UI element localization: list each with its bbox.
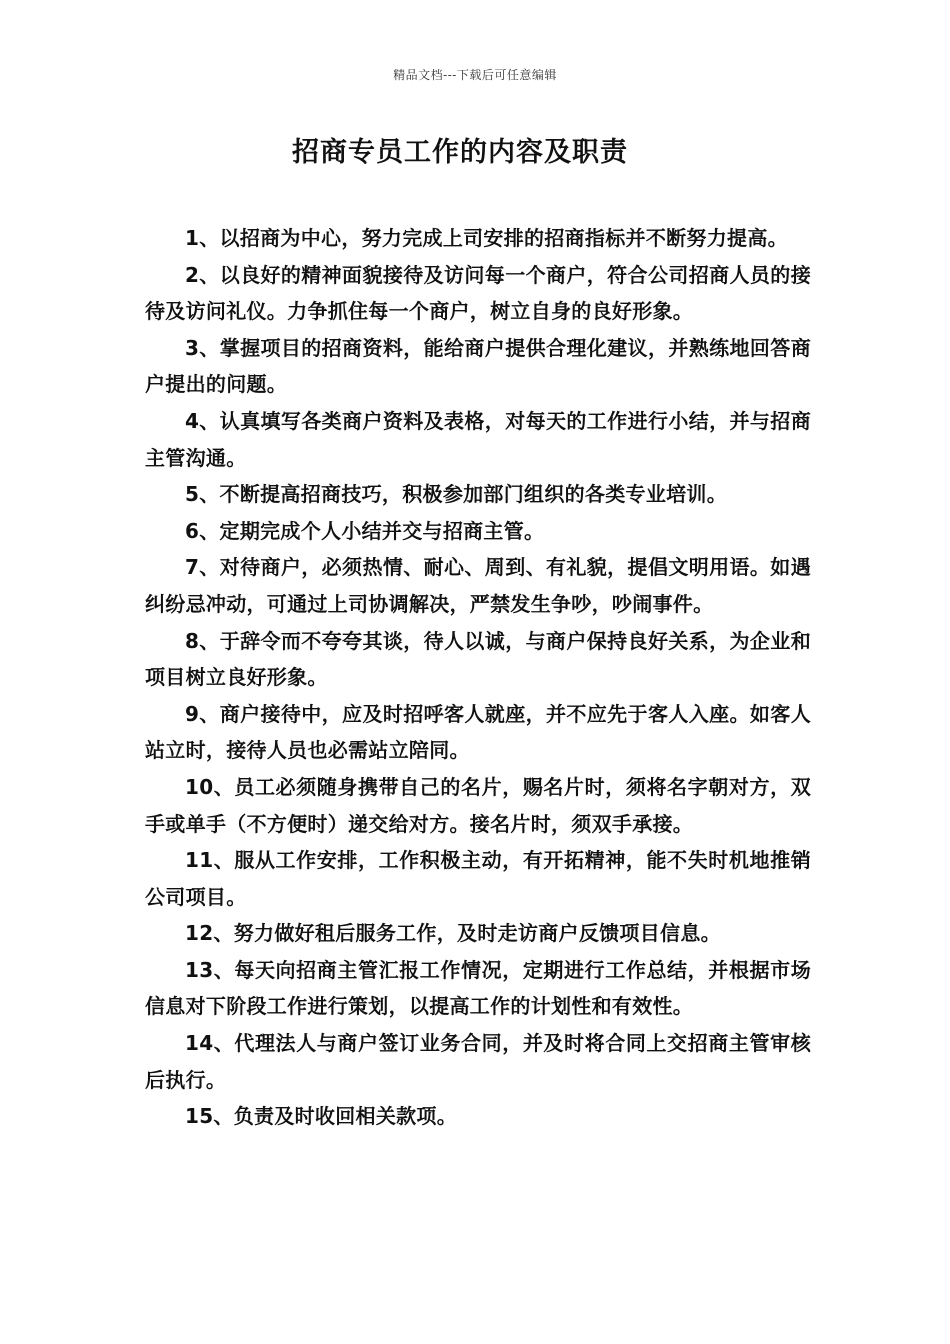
duty-item-6: 6、定期完成个人小结并交与招商主管。 xyxy=(185,518,545,543)
duty-item-9: 9、商户接待中，应及时招呼客人就座，并不应先于客人入座。如客人站立时，接待人员也必需站立陪同。 xyxy=(145,701,811,763)
duty-item-12: 12、努力做好租后服务工作，及时走访商户反馈项目信息。 xyxy=(185,921,721,946)
duty-item-7: 7、对待商户，必须热情、耐心、周到、有礼貌，提倡文明用语。如遇纠纷忌冲动，可通过上司协调解决，严禁发生争吵，吵闹事件。 xyxy=(145,555,811,616)
duty-item-11: 11、服从工作安排，工作积极主动，有开拓精神，能不失时机地推销公司项目。 xyxy=(145,848,811,909)
document-body xyxy=(145,220,811,1135)
duty-item-10: 10、员工必须随身携带自己的名片，赐名片时，须将名字朝对方，双手或单手（不方便时）递交给对方。接名片时，须双手承接。 xyxy=(145,774,811,836)
document-title: 招商专员工作的内容及职责 xyxy=(292,137,628,168)
duty-item-4: 4、认真填写各类商户资料及表格，对每天的工作进行小结，并与招商主管沟通。 xyxy=(145,408,811,470)
duty-item-1: 1、以招商为中心，努力完成上司安排的招商指标并不断努力提高。 xyxy=(185,226,788,250)
duty-item-14: 14、代理法人与商户签订业务合同，并及时将合同上交招商主管审核后执行。 xyxy=(145,1031,811,1092)
duty-item-3: 3、掌握项目的招商资料，能给商户提供合理化建议，并熟练地回答商户提出的问题。 xyxy=(145,335,811,397)
header-note: 精品文档---下载后可任意编辑 xyxy=(393,68,557,82)
duty-item-15: 15、负责及时收回相关款项。 xyxy=(185,1104,458,1129)
duty-item-2: 2、以良好的精神面貌接待及访问每一个商户，符合公司招商人员的接待及访问礼仪。力争抓住每一个商户，树立自身的良好形象。 xyxy=(145,262,811,324)
duty-item-5: 5、不断提高招商技巧，积极参加部门组织的各类专业培训。 xyxy=(185,482,728,507)
duty-item-13: 13、每天向招商主管汇报工作情况，定期进行工作总结，并根据市场信息对下阶段工作进行策划，以提高工作的计划性和有效性。 xyxy=(145,957,811,1019)
duty-item-8: 8、于辞令而不夸夸其谈，待人以诚，与商户保持良好关系，为企业和项目树立良好形象。 xyxy=(145,628,811,690)
